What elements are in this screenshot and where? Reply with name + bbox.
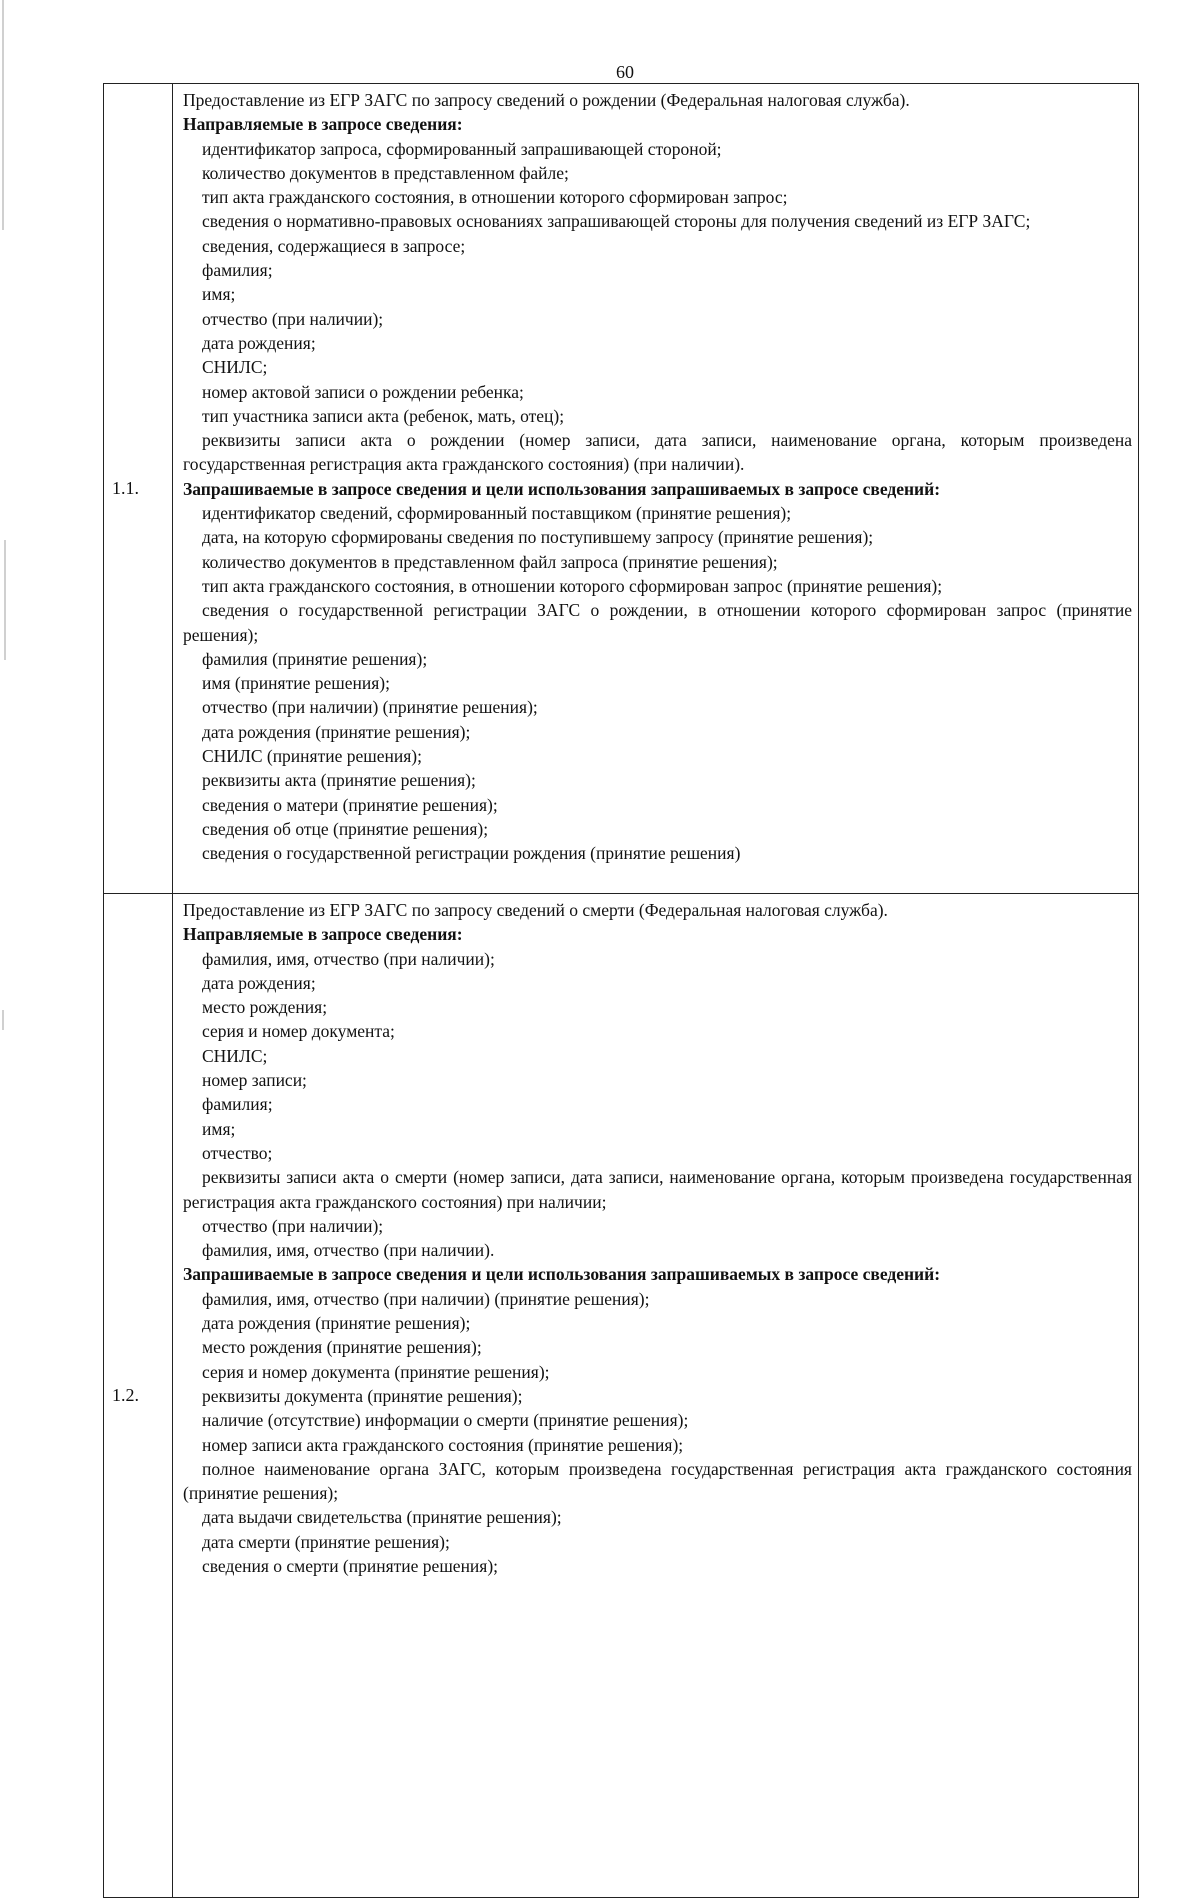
- page-number: 60: [616, 62, 634, 82]
- list-item: полное наименование органа ЗАГС, которым произведена государственная регистрация акта гражданского состояния (принятие решения);: [183, 1458, 1132, 1504]
- list-item: отчество (при наличии);: [202, 308, 384, 329]
- list-item: сведения, содержащиеся в запросе;: [202, 235, 466, 256]
- list-item: сведения о государственной регистрации ЗАГС о рождении, в отношении которого сформирован запрос (принятие решения);: [183, 600, 1132, 645]
- list-item: отчество (при наличии) (принятие решения);: [202, 697, 538, 718]
- scan-edge-mark: [2, 0, 4, 230]
- list-item: отчество (при наличии);: [202, 1215, 384, 1236]
- list-item: дата рождения (принятие решения);: [202, 1313, 471, 1334]
- row-number: 1.1.: [104, 84, 173, 894]
- list-item: дата рождения;: [202, 972, 316, 993]
- list-item: серия и номер документа;: [202, 1021, 395, 1042]
- table-row: [104, 84, 1139, 894]
- list-item: серия и номер документа (принятие решения);: [202, 1361, 550, 1382]
- list-item: номер записи акта гражданского состояния (принятие решения);: [202, 1434, 684, 1455]
- list-item: фамилия;: [202, 260, 273, 281]
- list-item: сведения об отце (принятие решения);: [202, 818, 489, 839]
- scan-edge-mark: [2, 1010, 4, 1030]
- list-item: СНИЛС;: [202, 357, 268, 378]
- list-item: отчество;: [202, 1142, 273, 1163]
- list-item: фамилия, имя, отчество (при наличии) (принятие решения);: [202, 1288, 650, 1309]
- row-content: [173, 84, 1139, 894]
- list-item: реквизиты документа (принятие решения);: [202, 1385, 523, 1406]
- list-item: реквизиты акта (принятие решения);: [202, 770, 476, 791]
- list-item: тип акта гражданского состояния, в отношении которого сформирован запрос;: [202, 187, 788, 208]
- list-item: сведения о смерти (принятие решения);: [202, 1556, 499, 1577]
- list-item: имя;: [202, 1118, 236, 1139]
- list-item: тип акта гражданского состояния, в отношении которого сформирован запрос (принятие решения);: [202, 575, 943, 596]
- document-table: [103, 83, 1139, 1898]
- list-item: фамилия, имя, отчество (при наличии);: [202, 948, 495, 969]
- list-item: количество документов в представленном файле;: [202, 162, 569, 183]
- sent-heading: Направляемые в запросе сведения:: [183, 924, 463, 945]
- row-content: [173, 894, 1139, 1898]
- list-item: фамилия (принятие решения);: [202, 648, 428, 669]
- list-item: дата выдачи свидетельства (принятие решения);: [202, 1507, 562, 1528]
- list-item: реквизиты записи акта о смерти (номер записи, дата записи, наименование органа, которым произведена государственная регистрация акта гражданского состояния) при наличии;: [183, 1167, 1132, 1212]
- list-item: номер записи;: [202, 1070, 307, 1091]
- list-item: место рождения;: [202, 997, 328, 1018]
- list-item: имя (принятие решения);: [202, 673, 390, 694]
- sent-heading: Направляемые в запросе сведения:: [183, 114, 463, 135]
- scan-edge-mark: [4, 540, 6, 660]
- list-item: дата рождения;: [202, 332, 316, 353]
- list-item: место рождения (принятие решения);: [202, 1337, 482, 1358]
- list-item: сведения о государственной регистрации рождения (принятие решения): [202, 843, 741, 864]
- list-item: реквизиты записи акта о рождении (номер записи, дата записи, наименование органа, которым произведена государственная регистрация акта гражданского состояния) (при наличии).: [183, 430, 1132, 475]
- list-item: дата, на которую сформированы сведения по поступившему запросу (принятие решения);: [202, 527, 874, 548]
- list-item: сведения о матери (принятие решения);: [202, 794, 498, 815]
- list-item: идентификатор сведений, сформированный поставщиком (принятие решения);: [202, 503, 792, 524]
- list-item: наличие (отсутствие) информации о смерти (принятие решения);: [202, 1410, 689, 1431]
- list-item: дата рождения (принятие решения);: [202, 721, 471, 742]
- requested-heading: Запрашиваемые в запросе сведения и цели использования запрашиваемых в запросе сведений:: [183, 478, 941, 499]
- list-item: идентификатор запроса, сформированный запрашивающей стороной;: [202, 138, 722, 159]
- list-item: дата смерти (принятие решения);: [202, 1531, 450, 1552]
- table-row: [104, 894, 1139, 1898]
- list-item: СНИЛС (принятие решения);: [202, 746, 422, 767]
- list-item: фамилия;: [202, 1094, 273, 1115]
- list-item: количество документов в представленном файл запроса (принятие решения);: [202, 551, 778, 572]
- row-number: 1.2.: [104, 894, 173, 1898]
- list-item: сведения о нормативно-правовых основаниях запрашивающей стороны для получения сведений из ЕГР ЗАГС;: [202, 211, 1031, 232]
- requested-heading: Запрашиваемые в запросе сведения и цели использования запрашиваемых в запросе сведений:: [183, 1264, 941, 1285]
- row-intro: Предоставление из ЕГР ЗАГС по запросу сведений о рождении (Федеральная налоговая служба).: [183, 90, 910, 110]
- list-item: номер актовой записи о рождении ребенка;: [202, 381, 524, 402]
- list-item: тип участника записи акта (ребенок, мать, отец);: [202, 405, 565, 426]
- list-item: СНИЛС;: [202, 1045, 268, 1066]
- list-item: имя;: [202, 284, 236, 305]
- row-intro: Предоставление из ЕГР ЗАГС по запросу сведений о смерти (Федеральная налоговая служба).: [183, 900, 888, 920]
- list-item: фамилия, имя, отчество (при наличии).: [202, 1240, 495, 1261]
